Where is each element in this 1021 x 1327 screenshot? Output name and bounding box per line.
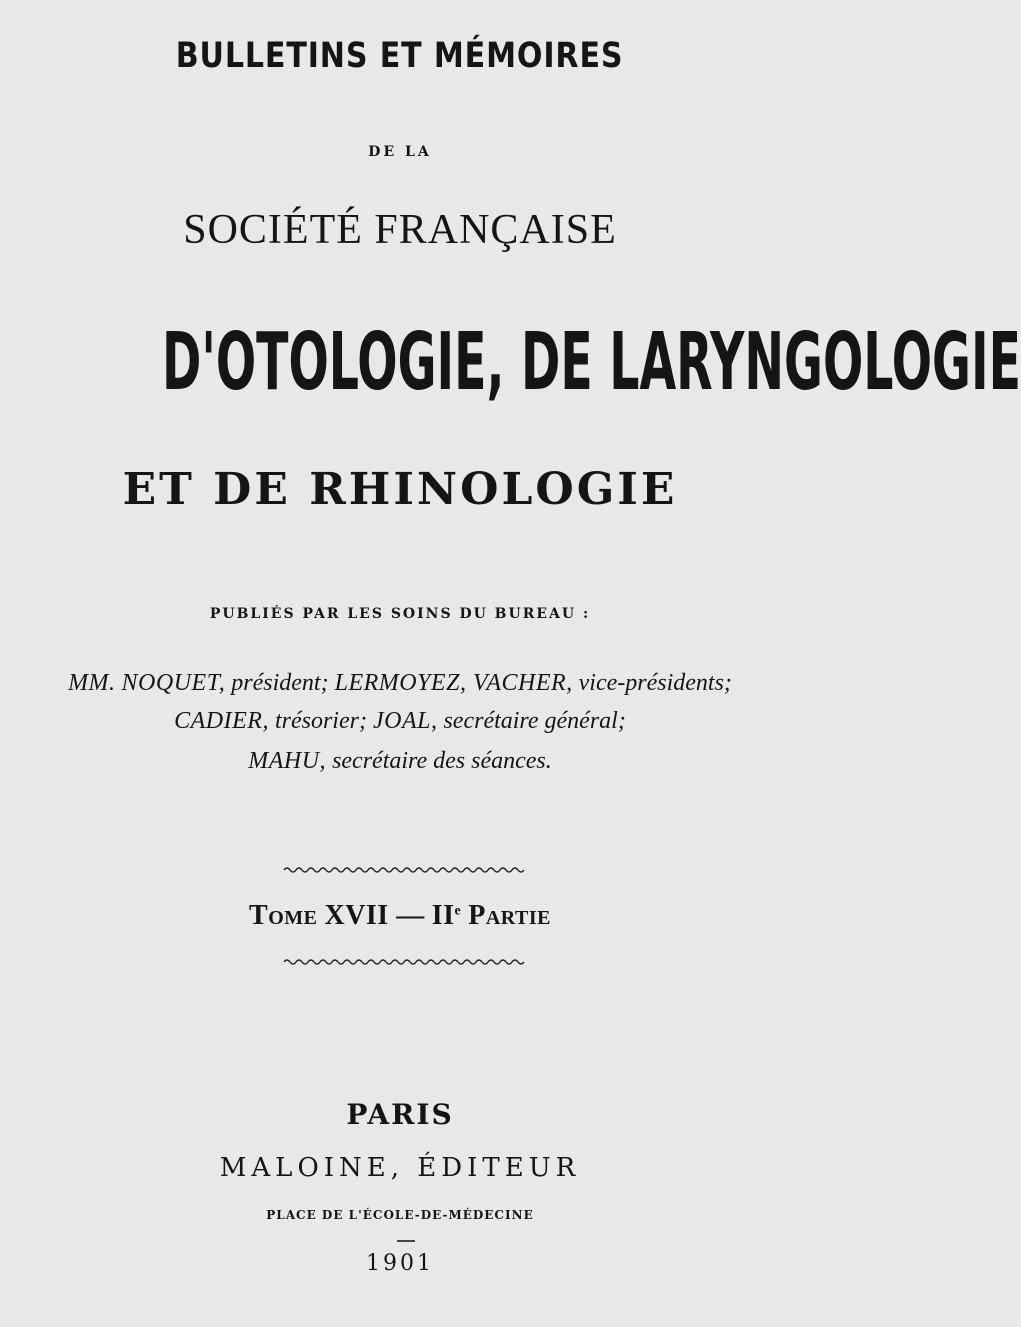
bureau-name-noquet: NOQUET, — [121, 670, 226, 696]
bureau-role-vice-presidents: vice-présidents; — [578, 670, 732, 696]
part-number: II — [431, 900, 455, 931]
bureau-name-lermoyez-vacher: LERMOYEZ, VACHER, — [334, 670, 573, 696]
publisher-note: PUBLIÉS PAR LES SOINS DU BUREAU : — [209, 606, 591, 622]
imprint-city: PARIS — [346, 1098, 454, 1131]
imprint-dash — [397, 1240, 415, 1242]
title-line-societe: SOCIÉTÉ FRANÇAISE — [183, 207, 617, 253]
bureau-name-mahu: MAHU, — [248, 748, 327, 774]
imprint-address: PLACE DE L'ÉCOLE-DE-MÉDECINE — [266, 1208, 534, 1222]
imprint-year: 1901 — [366, 1251, 434, 1276]
wavy-rule-bottom — [284, 958, 524, 966]
bureau-line-1 — [0, 668, 800, 698]
bureau-role-tresorier: trésorier; — [274, 708, 367, 734]
part-superscript: e — [454, 903, 462, 919]
bureau-role-secretaire-general: secrétaire général; — [443, 708, 626, 734]
bureau-line-2 — [0, 706, 800, 736]
title-line-otologie: D'OTOLOGIE, DE LARYNGOLOGIE — [161, 316, 1021, 408]
title-line-de-la: DE LA — [368, 144, 432, 160]
bureau-role-president: président; — [231, 670, 329, 696]
volume-line — [0, 900, 800, 932]
tome-initial: T — [249, 900, 269, 931]
bureau-name-joal: JOAL, — [372, 708, 438, 734]
title-line-rhinologie: ET DE RHINOLOGIE — [122, 464, 678, 515]
tome-rest: OME — [268, 907, 318, 929]
bureau-line-3 — [0, 746, 800, 776]
bureau-role-secretaire-seances: secrétaire des séances. — [332, 748, 552, 774]
wavy-rule-top — [284, 866, 524, 874]
bureau-name-cadier: CADIER, — [174, 708, 269, 734]
part-initial: P — [468, 900, 486, 931]
bureau-mm: MM. — [68, 670, 116, 696]
tome-number: XVII — — [324, 900, 425, 931]
part-rest: ARTIE — [485, 907, 551, 929]
imprint-publisher: MALOINE, ÉDITEUR — [219, 1153, 581, 1183]
title-line-bulletins: BULLETINS ET MÉMOIRES — [175, 36, 624, 76]
